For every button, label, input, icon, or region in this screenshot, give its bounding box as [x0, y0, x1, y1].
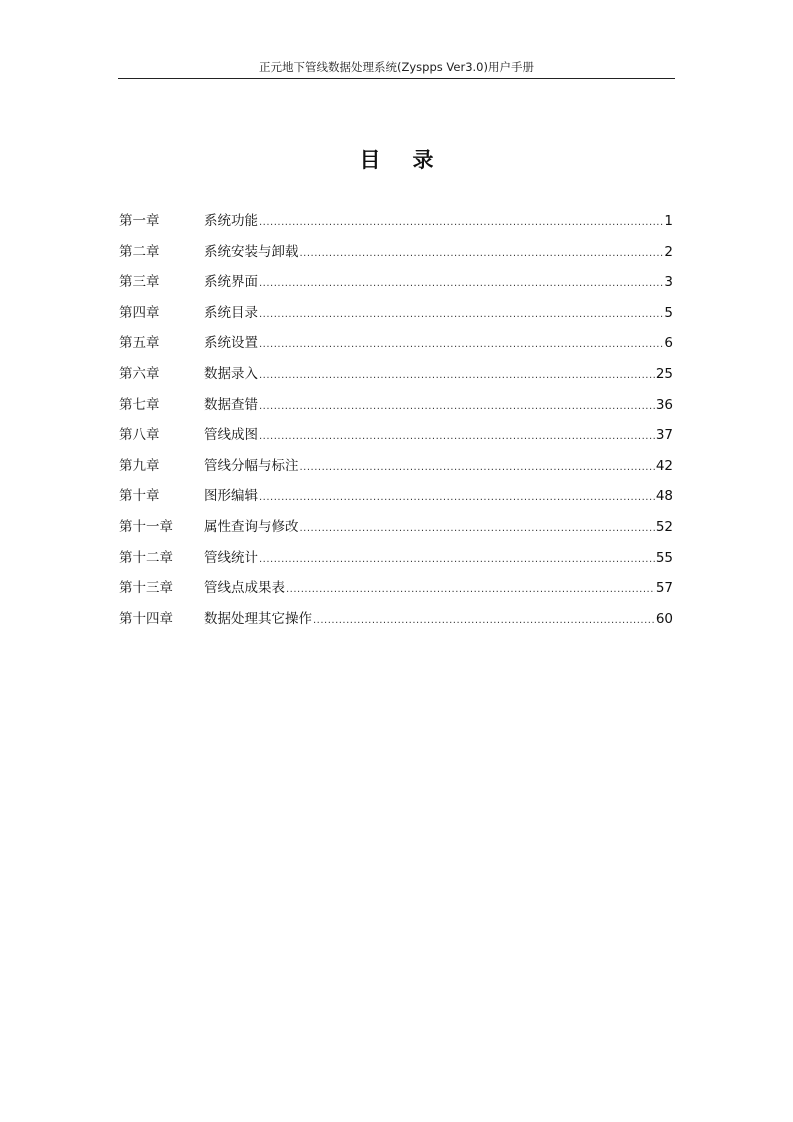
toc-entry-chapter: 第一章 [119, 213, 160, 229]
toc-entry-leader [259, 273, 663, 295]
toc-entry[interactable] [119, 485, 673, 516]
toc-entry-chapter: 第二章 [119, 243, 160, 260]
toc-entry[interactable] [119, 394, 673, 425]
toc-entry[interactable] [119, 455, 673, 486]
toc-title [0, 146, 793, 174]
toc-entry[interactable] [119, 424, 673, 455]
toc-entry-page-number: 48 [655, 488, 673, 505]
toc-entry-page-number: 25 [655, 365, 673, 382]
toc-entry[interactable] [119, 547, 673, 578]
toc-entry-page-number: 57 [655, 580, 673, 597]
toc-entry[interactable] [119, 302, 673, 333]
toc-entry-name: 系统功能 [204, 213, 258, 229]
toc-entry-page-number: 60 [655, 610, 673, 627]
toc-entry-name: 系统目录 [204, 304, 258, 321]
toc-entry-leader [259, 396, 655, 418]
toc-entry-page-number: 3 [664, 274, 673, 291]
toc-entry-page-number: 37 [655, 427, 673, 444]
toc-entry-page-number: 2 [664, 243, 673, 260]
toc-entry-leader [300, 518, 655, 540]
toc-entry[interactable] [119, 516, 673, 547]
header-text: 正元地下管线数据处理系统(Zyspps Ver3.0)用户手册 [259, 60, 534, 74]
toc-entry-name: 系统设置 [204, 335, 258, 352]
toc-entry[interactable] [119, 332, 673, 363]
toc-entry-chapter: 第八章 [119, 427, 160, 444]
toc-entry-chapter: 第九章 [119, 457, 160, 474]
toc-entry-name: 管线点成果表 [204, 580, 285, 597]
toc-entry-chapter: 第十二章 [119, 549, 173, 566]
toc-entry-name: 管线分幅与标注 [204, 457, 299, 474]
toc-entry-page-number: 36 [655, 396, 673, 413]
toc-entry-leader [313, 610, 655, 632]
toc-entry-leader [300, 243, 664, 265]
toc-entry[interactable] [119, 210, 673, 241]
toc-entry-page-number: 52 [655, 518, 673, 535]
toc-entry-chapter: 第十四章 [119, 610, 173, 627]
toc-entry-chapter: 第十章 [119, 488, 160, 505]
page-header [118, 58, 675, 79]
toc-entry-leader [259, 549, 655, 571]
toc-entry-chapter: 第七章 [119, 396, 160, 413]
toc-entry-page-number: 1 [664, 213, 673, 229]
toc-entry-leader [259, 304, 663, 326]
toc-entry-page-number: 5 [664, 304, 673, 321]
toc-entry-name: 属性查询与修改 [204, 518, 299, 535]
toc-entry-chapter: 第五章 [119, 335, 160, 352]
toc-entry-leader [300, 457, 655, 479]
toc-entry-leader [259, 426, 655, 448]
toc-entry-leader [259, 365, 655, 387]
toc-entry[interactable] [119, 577, 673, 608]
toc-entry-chapter: 第十三章 [119, 580, 173, 597]
toc-list [119, 210, 673, 638]
toc-entry-name: 数据处理其它操作 [204, 610, 312, 627]
toc-entry-chapter: 第四章 [119, 304, 160, 321]
toc-entry-leader [259, 334, 663, 356]
toc-entry[interactable] [119, 241, 673, 272]
toc-entry-chapter: 第六章 [119, 365, 160, 382]
toc-entry-page-number: 42 [655, 457, 673, 474]
toc-entry-name: 数据查错 [204, 396, 258, 413]
toc-entry[interactable] [119, 271, 673, 302]
toc-entry-name: 管线成图 [204, 427, 258, 444]
toc-entry[interactable] [119, 363, 673, 394]
toc-entry-chapter: 第十一章 [119, 518, 173, 535]
toc-entry-name: 系统安装与卸载 [204, 243, 299, 260]
toc-entry-name: 图形编辑 [204, 488, 258, 505]
toc-entry-leader [259, 212, 663, 234]
toc-entry-name: 系统界面 [204, 274, 258, 291]
toc-entry-chapter: 第三章 [119, 274, 160, 291]
toc-entry-name: 管线统计 [204, 549, 258, 566]
toc-title-left: 目 [359, 148, 381, 172]
toc-entry[interactable] [119, 608, 673, 639]
toc-entry-name: 数据录入 [204, 365, 258, 382]
toc-title-right: 录 [412, 148, 434, 172]
toc-entry-page-number: 6 [664, 335, 673, 352]
toc-entry-leader [286, 579, 655, 601]
toc-entry-leader [259, 487, 655, 509]
toc-entry-page-number: 55 [655, 549, 673, 566]
